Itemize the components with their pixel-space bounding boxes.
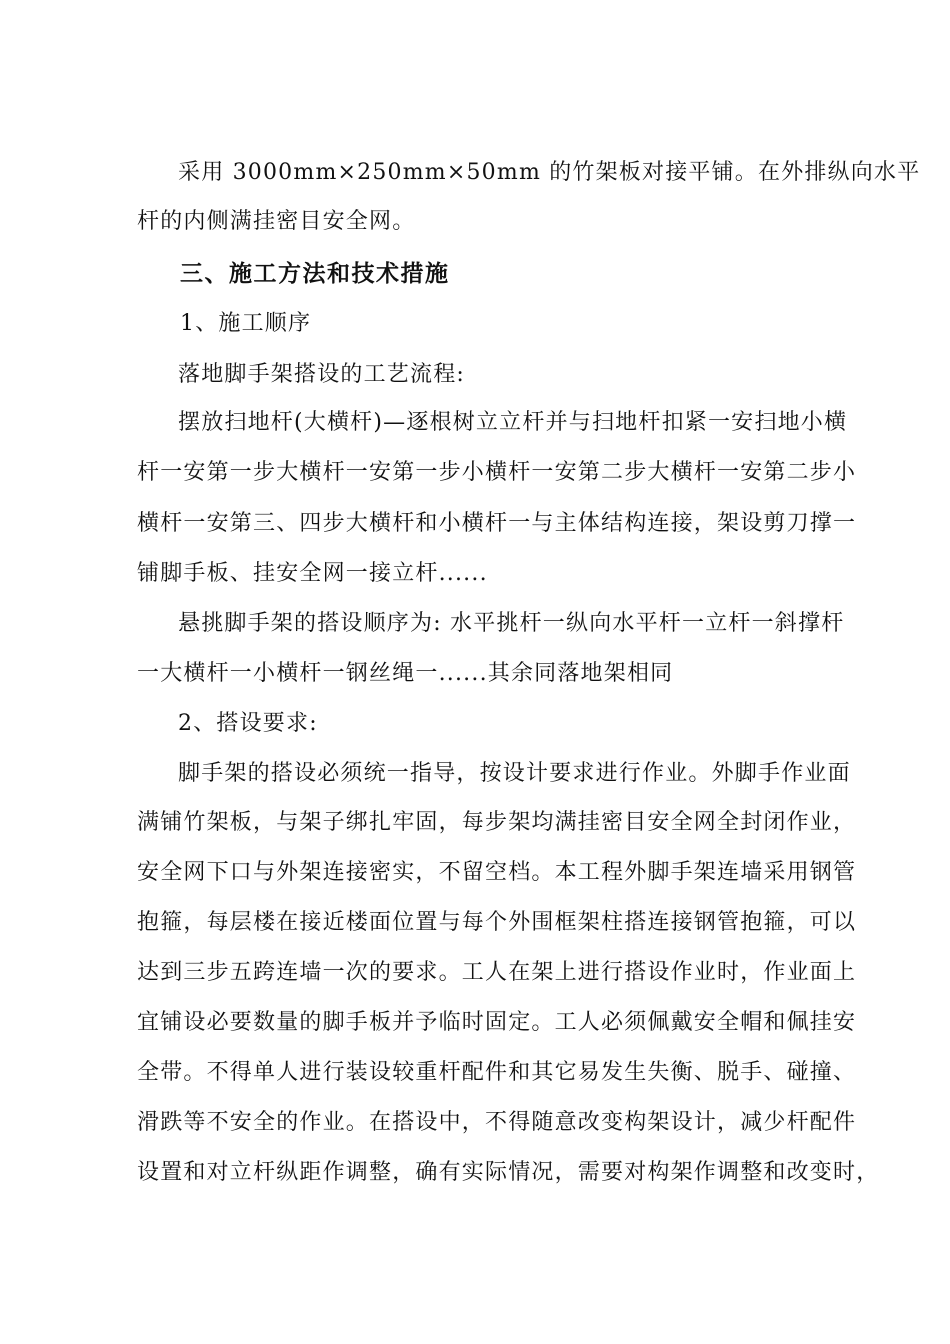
paragraph-line: 横杆一安第三、四步大横杆和小横杆一与主体结构连接，架设剪刀撑一 xyxy=(137,511,857,536)
paragraph-line: 设置和对立杆纵距作调整，确有实际情况，需要对构架作调整和改变时， xyxy=(137,1160,880,1185)
paragraph-line: 宜铺设必要数量的脚手板并予临时固定。工人必须佩戴安全帽和佩挂安 xyxy=(137,1010,857,1035)
paragraph-line: 采用 3000mm×250mm×50mm 的竹架板对接平铺。在外排纵向水平 xyxy=(178,160,921,185)
paragraph-line: 摆放扫地杆(大横杆)—逐根树立立杆并与扫地杆扣紧一安扫地小横 xyxy=(178,410,848,435)
sub-heading: 2、搭设要求: xyxy=(178,711,318,736)
paragraph-line: 抱箍，每层楼在接近楼面位置与每个外围框架柱搭连接钢管抱箍，可以 xyxy=(137,910,857,935)
section-heading: 三、施工方法和技术措施 xyxy=(180,261,450,287)
paragraph-line: 满铺竹架板，与架子绑扎牢固，每步架均满挂密目安全网全封闭作业， xyxy=(137,810,857,835)
sub-heading: 1、施工顺序 xyxy=(180,311,312,336)
paragraph-line: 杆的内侧满挂密目安全网。 xyxy=(137,209,416,234)
paragraph-line: 脚手架的搭设必须统一指导，按设计要求进行作业。外脚手作业面 xyxy=(178,761,851,786)
paragraph-line: 安全网下口与外架连接密实，不留空档。本工程外脚手架连墙采用钢管 xyxy=(137,860,857,885)
paragraph-line: 滑跌等不安全的作业。在搭设中，不得随意改变构架设计，减少杆配件 xyxy=(137,1110,857,1135)
paragraph-line: 达到三步五跨连墙一次的要求。工人在架上进行搭设作业时，作业面上 xyxy=(137,960,857,985)
paragraph-line: 全带。不得单人进行装设较重杆配件和其它易发生失衡、脱手、碰撞、 xyxy=(137,1060,857,1085)
paragraph-line: 悬挑脚手架的搭设顺序为: 水平挑杆一纵向水平杆一立杆一斜撑杆 xyxy=(178,611,845,636)
paragraph-line: 杆一安第一步大横杆一安第一步小横杆一安第二步大横杆一安第二步小 xyxy=(137,460,857,485)
paragraph-line: 铺脚手板、挂安全网一接立杆...... xyxy=(137,561,488,586)
paragraph-line: 一大横杆一小横杆一钢丝绳一......其余同落地架相同 xyxy=(137,661,674,686)
paragraph-line: 落地脚手架搭设的工艺流程: xyxy=(178,362,466,387)
